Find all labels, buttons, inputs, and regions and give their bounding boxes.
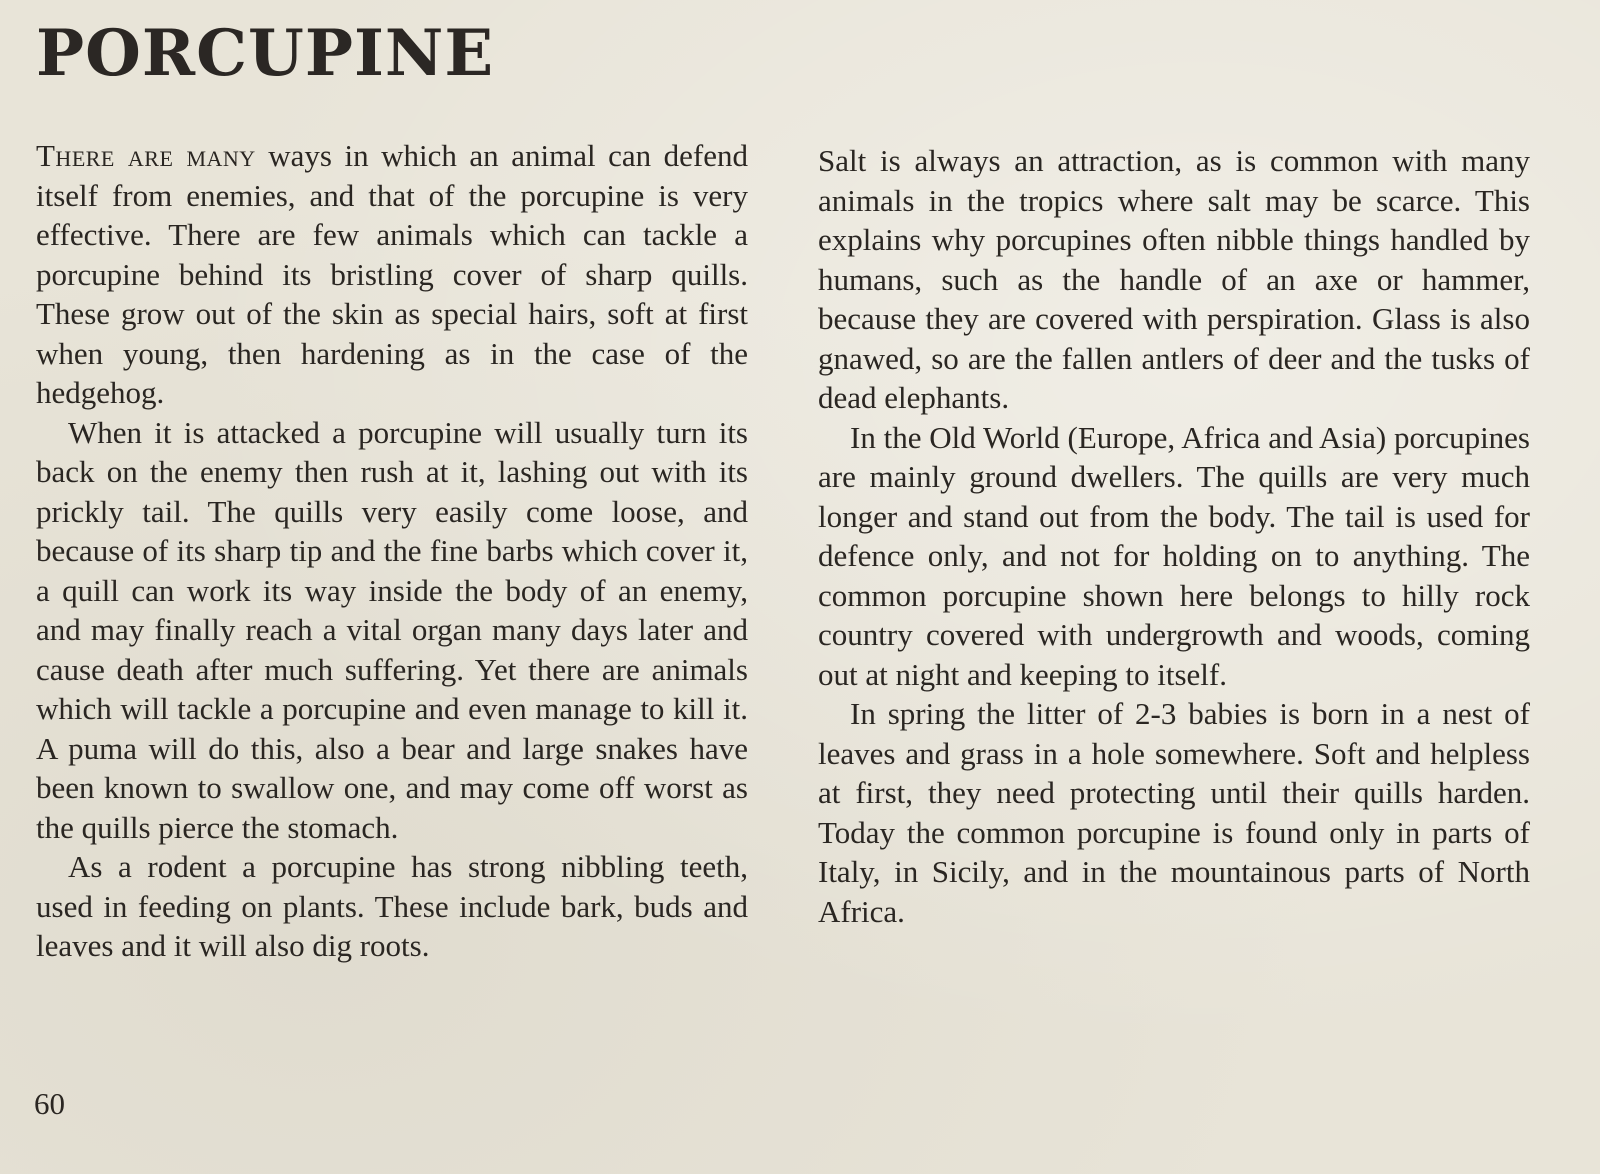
right-column — [818, 141, 1530, 931]
paragraph: Salt is always an attraction, as is common with many animals in the tropics where salt may be scarce. This explains why porcupines often nibble things handled by humans, such as the handle of an axe or hammer, because they are covered with perspiration. Glass is also gnawed, so are the fallen antlers of deer and the tusks of dead elephants. — [818, 143, 1530, 415]
paragraph-text: ways in which an animal can defend itself from enemies, and that of the porcupine is very effective. There are few animals which can tackle a porcupine behind its bristling cover of sharp quills. These grow out of the skin as special hairs, soft at first when young, then hardening as in the case of the hedgehog. — [36, 138, 749, 410]
paragraph: As a rodent a porcupine has strong nibbling teeth, used in feeding on plants. These include bark, buds and leaves and it will also dig roots. — [36, 849, 748, 963]
page-number: 60 — [34, 1086, 65, 1121]
paragraph: In the Old World (Europe, Africa and Asia) porcupines are mainly ground dwellers. The quills are very much longer and stand out from the body. The tail is used for defence only, and not for holding on to anything. The common porcupine shown here belongs to hilly rock country covered with undergrowth and woods, coming out at night and keeping to itself. — [818, 419, 1530, 692]
left-column — [36, 136, 748, 966]
paragraph — [36, 136, 748, 413]
paragraph-lead-smallcaps: There are many — [36, 138, 256, 173]
paragraph: When it is attacked a porcupine will usually turn its back on the enemy then rush at it, lashing out with its prickly tail. The quills very easily come loose, and because of its sharp tip and the fine barbs which cover it, a quill can work its way inside the body of an enemy, and may finally reach a vital organ many days later and cause death after much suffering. Yet there are animals which will tackle a porcupine and even manage to kill it. A puma will do this, also a bear and large snakes have been known to swallow one, and may come off worst as the quills pierce the stomach. — [36, 414, 748, 845]
page-title: PORCUPINE — [36, 16, 495, 91]
paragraph: In spring the litter of 2-3 babies is born in a nest of leaves and grass in a hole somewhere. Soft and helpless at first, they need protecting until their quills harden. Today the common porcupine is found only in parts of Italy, in Sicily, and in the mountainous parts of North Africa. — [818, 696, 1530, 929]
